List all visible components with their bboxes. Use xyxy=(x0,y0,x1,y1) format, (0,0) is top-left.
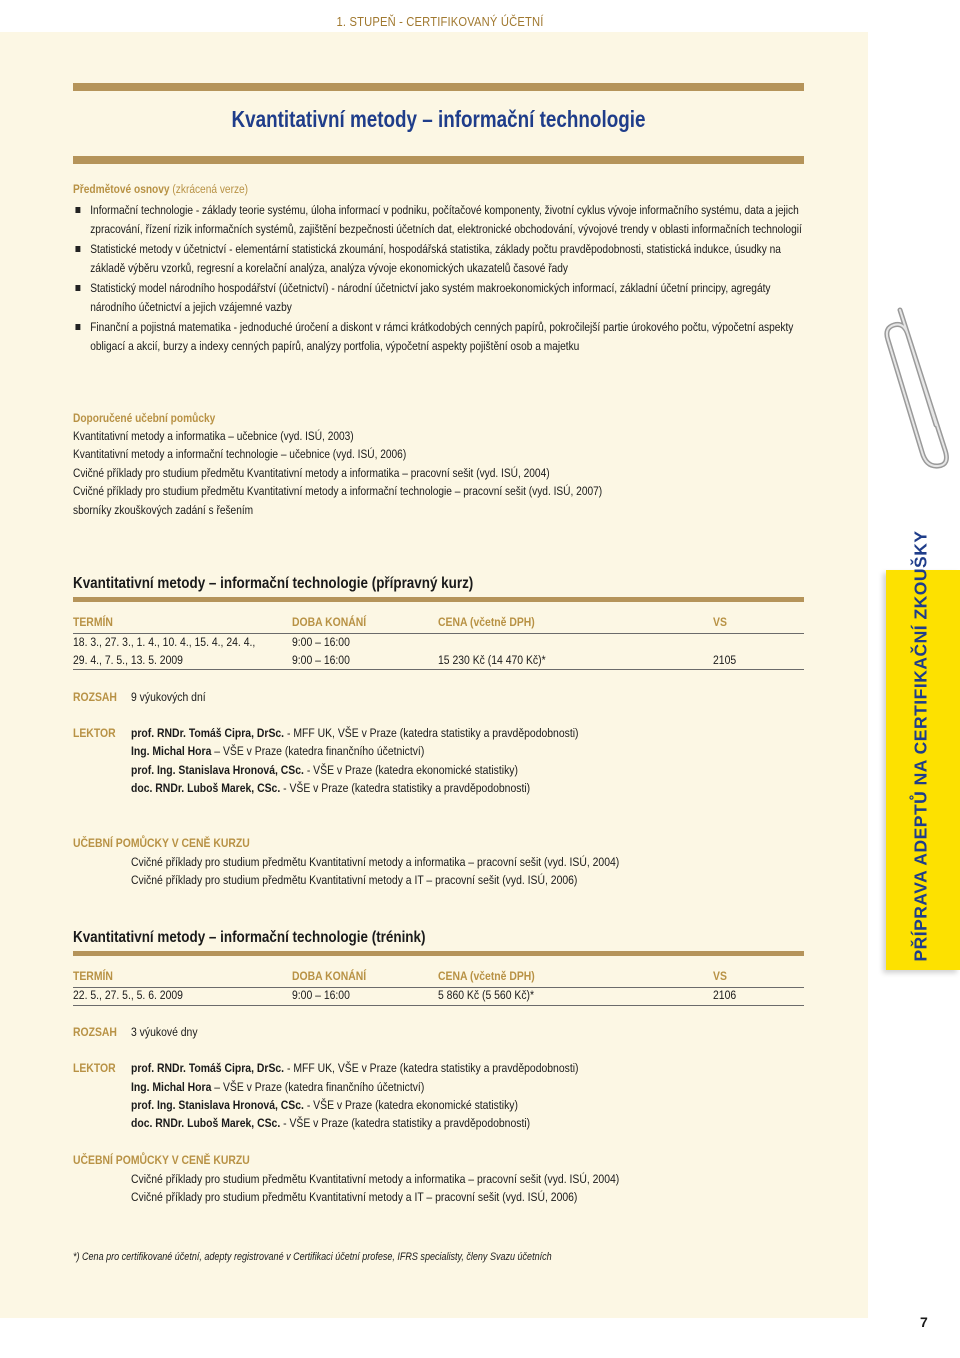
scope-label: ROZSAH xyxy=(73,690,117,704)
aid-item: Cvičné příklady pro studium předmětu Kvantitativní metody a informatika – pracovní sešit (vyd. ISÚ, 2004) xyxy=(73,466,550,480)
aid-item: Cvičné příklady pro studium předmětu Kvantitativní metody a informační technologie – pracovní sešit (vyd. ISÚ, 2007) xyxy=(73,484,603,498)
lecturer-affiliation: - VŠE v Praze (katedra statistiky a pravděpodobnosti) xyxy=(280,781,531,795)
col-header-vs: VS xyxy=(713,969,727,983)
table-divider xyxy=(73,1005,804,1006)
material-item: Cvičné příklady pro studium předmětu Kvantitativní metody a IT – pracovní sešit (vyd. ISÚ, 2006) xyxy=(131,873,578,887)
lecturer-entry xyxy=(131,726,579,740)
title-rule-bottom xyxy=(73,156,804,164)
lecturer-name: Ing. Michal Hora xyxy=(131,744,212,758)
col-header-term: TERMÍN xyxy=(73,615,113,629)
table-cell-price: 15 230 Kč (14 470 Kč)* xyxy=(438,653,546,667)
course1-rule xyxy=(73,597,804,602)
col-header-price: CENA (včetně DPH) xyxy=(438,969,535,983)
material-item: Cvičné příklady pro studium předmětu Kvantitativní metody a informatika – pracovní sešit (vyd. ISÚ, 2004) xyxy=(131,855,620,869)
paperclip-icon xyxy=(870,300,960,470)
table-divider xyxy=(73,633,804,634)
scope-value: 3 výukové dny xyxy=(131,1025,198,1039)
materials-label: UČEBNÍ POMŮCKY V CENĚ KURZU xyxy=(73,836,250,850)
course2-title: Kvantitativní metody – informační technologie (trénink) xyxy=(73,929,426,946)
lecturer-name: prof. Ing. Stanislava Hronová, CSc. xyxy=(131,1098,304,1112)
page-title: Kvantitativní metody – informační technologie xyxy=(231,106,646,132)
list-item: Statistické metody v účetnictví - elementární statistická zkoumání, hospodářská statistika, základy počtu pravděpodobnosti, statistická indukce, úsudky na základě výběru vzorků, regresní a korelační analýza, analýza vývoje ekonomických ukazatelů časové řady xyxy=(73,240,806,278)
syllabus-heading xyxy=(73,180,248,199)
table-cell-vs: 2105 xyxy=(713,653,737,667)
side-tab-label: PŘÍPRAVA ADEPTŮ NA CERTIFIKAČNÍ ZKOUŠKY xyxy=(910,530,931,962)
syllabus-list xyxy=(73,201,806,357)
running-head: 1. STUPEŇ - CERTIFIKOVANÝ ÚČETNÍ xyxy=(336,14,544,29)
lecturer-entry xyxy=(131,1098,518,1112)
col-header-vs: VS xyxy=(713,615,727,629)
lecturer-name: prof. Ing. Stanislava Hronová, CSc. xyxy=(131,763,304,777)
lecturer-name: prof. RNDr. Tomáš Cipra, DrSc. xyxy=(131,1061,285,1075)
footnote: *) Cena pro certifikované účetní, adepty registrované v Certifikaci účetní profese, IFRS specialisty, členy Svazu účetních xyxy=(73,1251,552,1263)
lecturer-entry xyxy=(131,744,424,758)
aid-item: sborníky zkouškových zadání s řešením xyxy=(73,503,254,517)
lecturer-label: LEKTOR xyxy=(73,1061,116,1075)
course2-rule xyxy=(73,951,804,956)
list-item: Statistický model národního hospodářství (účetnictví) - národní účetnictví jako systém makroekonomických informací, základní účetní principy, agregáty národního účetnictví a jejich vzájemné vazby xyxy=(73,279,806,317)
table-cell-duration: 9:00 – 16:00 xyxy=(292,653,350,667)
aids-heading: Doporučené učební pomůcky xyxy=(73,411,216,425)
lecturer-entry xyxy=(131,1080,424,1094)
lecturer-affiliation: - VŠE v Praze (katedra statistiky a pravděpodobnosti) xyxy=(280,1116,531,1130)
table-cell-term: 18. 3., 27. 3., 1. 4., 10. 4., 15. 4., 24. 4., xyxy=(73,635,256,649)
lecturer-name: Ing. Michal Hora xyxy=(131,1080,212,1094)
table-cell-vs: 2106 xyxy=(713,988,737,1002)
syllabus-heading-note: (zkrácená verze) xyxy=(172,182,249,196)
course1-title: Kvantitativní metody – informační technologie (přípravný kurz) xyxy=(73,575,474,592)
lecturer-affiliation: - MFF UK, VŠE v Praze (katedra statistiky a pravděpodobnosti) xyxy=(284,726,579,740)
lecturer-name: prof. RNDr. Tomáš Cipra, DrSc. xyxy=(131,726,285,740)
table-cell-term: 22. 5., 27. 5., 5. 6. 2009 xyxy=(73,988,183,1002)
table-cell-duration: 9:00 – 16:00 xyxy=(292,988,350,1002)
aid-item: Kvantitativní metody a informatika – učebnice (vyd. ISÚ, 2003) xyxy=(73,429,354,443)
title-rule-top xyxy=(73,83,804,91)
scope-label: ROZSAH xyxy=(73,1025,117,1039)
lecturer-label: LEKTOR xyxy=(73,726,116,740)
scope-value: 9 výukových dní xyxy=(131,690,206,704)
lecturer-entry xyxy=(131,1116,530,1130)
page-number: 7 xyxy=(920,1314,928,1330)
lecturer-name: doc. RNDr. Luboš Marek, CSc. xyxy=(131,1116,281,1130)
lecturer-entry xyxy=(131,763,518,777)
col-header-term: TERMÍN xyxy=(73,969,113,983)
material-item: Cvičné příklady pro studium předmětu Kvantitativní metody a informatika – pracovní sešit (vyd. ISÚ, 2004) xyxy=(131,1172,620,1186)
col-header-duration: DOBA KONÁNÍ xyxy=(292,969,367,983)
col-header-duration: DOBA KONÁNÍ xyxy=(292,615,367,629)
aid-item: Kvantitativní metody a informační technologie – učebnice (vyd. ISÚ, 2006) xyxy=(73,447,407,461)
list-item: Informační technologie - základy teorie systému, úloha informací v podniku, počítačové komponenty, životní cyklus vývoje informačního systému, data a jejich zpracování, řízení rizik informačních systémů, zajištění bezpečnosti účetních dat, elektronické obchodování, vývojové trendy v oblasti informačních technologií xyxy=(73,201,806,239)
syllabus-heading-label: Předmětové osnovy xyxy=(73,182,170,196)
lecturer-affiliation: – VŠE v Praze (katedra finančního účetnictví) xyxy=(211,744,425,758)
list-item: Finanční a pojistná matematika - jednoduché úročení a diskont v rámci krátkodobých cenných papírů, pokročilejší partie úrokového počtu, výpočetní aspekty obligací a akcií, burzy a indexy cenných papírů, analýzy portfolia, výpočetní aspekty pojištění osob a majetku xyxy=(73,318,806,356)
table-cell-price: 5 860 Kč (5 560 Kč)* xyxy=(438,988,535,1002)
material-item: Cvičné příklady pro studium předmětu Kvantitativní metody a IT – pracovní sešit (vyd. ISÚ, 2006) xyxy=(131,1190,578,1204)
lecturer-affiliation: - VŠE v Praze (katedra ekonomické statistiky) xyxy=(303,1098,518,1112)
lecturer-name: doc. RNDr. Luboš Marek, CSc. xyxy=(131,781,281,795)
lecturer-entry xyxy=(131,781,530,795)
col-header-price: CENA (včetně DPH) xyxy=(438,615,535,629)
table-cell-term: 29. 4., 7. 5., 13. 5. 2009 xyxy=(73,653,183,667)
table-divider xyxy=(73,669,804,670)
materials-label: UČEBNÍ POMŮCKY V CENĚ KURZU xyxy=(73,1153,250,1167)
lecturer-affiliation: - MFF UK, VŠE v Praze (katedra statistiky a pravděpodobnosti) xyxy=(284,1061,579,1075)
lecturer-affiliation: – VŠE v Praze (katedra finančního účetnictví) xyxy=(211,1080,425,1094)
table-cell-duration: 9:00 – 16:00 xyxy=(292,635,350,649)
lecturer-entry xyxy=(131,1061,579,1075)
lecturer-affiliation: - VŠE v Praze (katedra ekonomické statistiky) xyxy=(303,763,518,777)
